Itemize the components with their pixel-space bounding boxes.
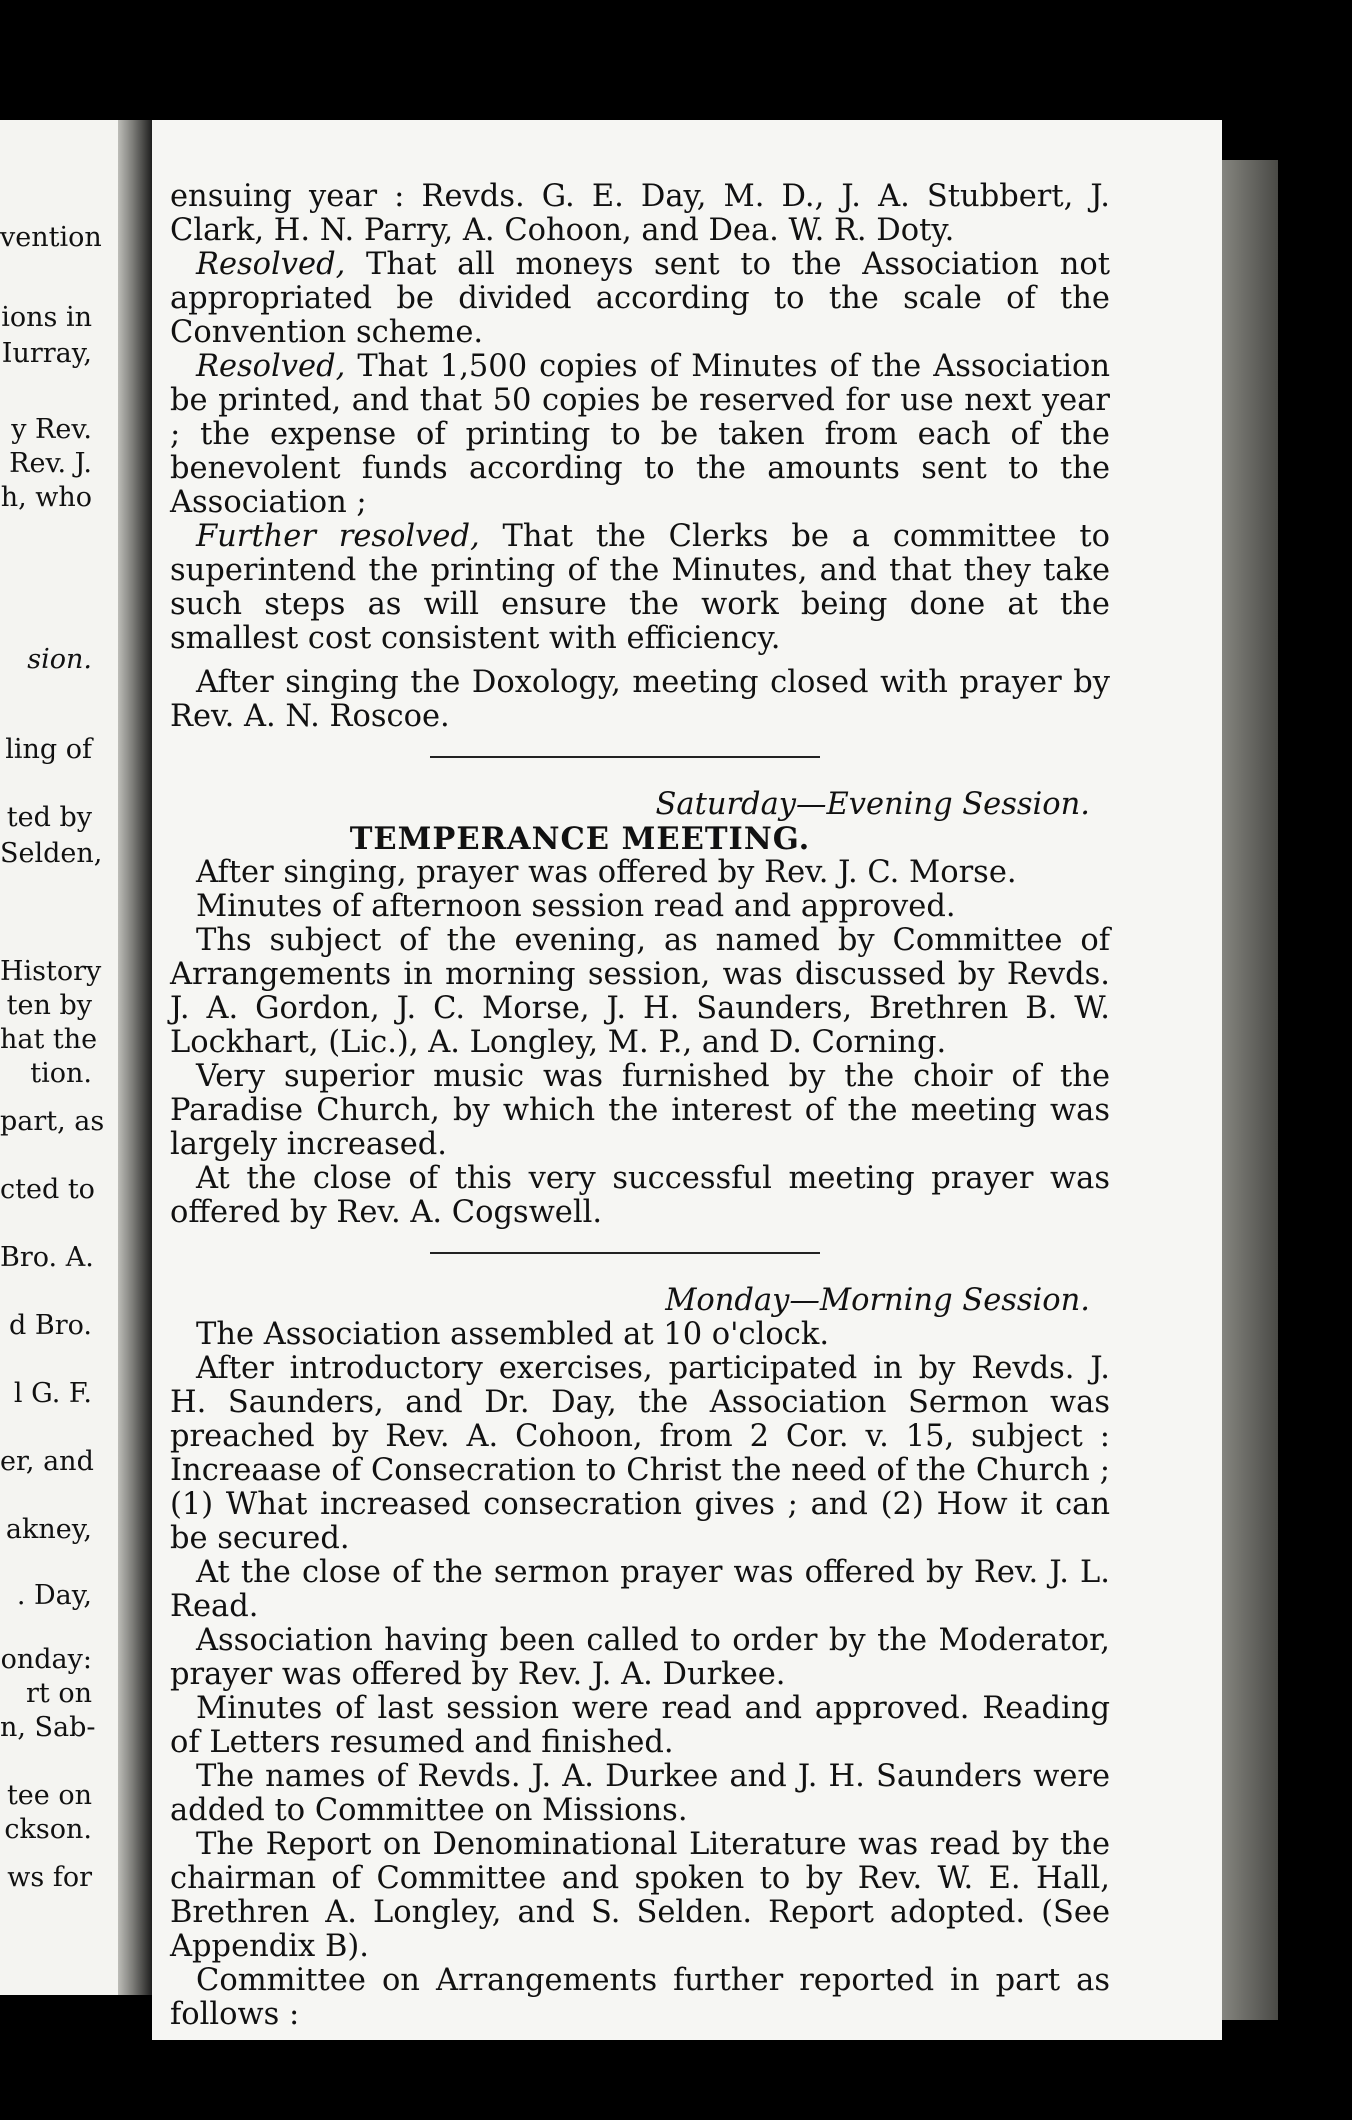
left-fragment: cted to: [0, 1174, 95, 1205]
resolution: [170, 520, 1110, 656]
paragraph: At the close of this very successful meeting prayer was offered by Rev. A. Cogswell.: [170, 1161, 1110, 1230]
left-fragment: ions in: [1, 302, 92, 333]
left-fragment: sion.: [27, 644, 92, 675]
left-fragment: tion.: [30, 1058, 92, 1089]
paragraph: The Association assembled at 10 o'clock.: [196, 1317, 830, 1352]
resolution-label: Resolved,: [196, 247, 346, 282]
left-fragment: akney,: [5, 1514, 92, 1545]
session-heading: Monday—Morning Session.: [665, 1283, 1090, 1318]
left-fragment: ten by: [6, 990, 92, 1021]
left-fragment: History: [0, 956, 102, 987]
left-fragment: er, and: [0, 1446, 94, 1477]
left-fragment: ws for: [7, 1862, 92, 1893]
resolution-label: Further resolved,: [196, 519, 480, 554]
left-fragment: ted by: [6, 802, 92, 833]
left-fragment: l G. F.: [13, 1378, 92, 1409]
left-fragment: part, as: [0, 1106, 105, 1137]
resolution-label: Resolved,: [196, 349, 346, 384]
left-fragment: Bro. A.: [0, 1242, 94, 1273]
resolution: [170, 248, 1110, 350]
paragraph: Minutes of afternoon session read and approved.: [196, 889, 956, 924]
left-fragment: onday:: [0, 1644, 92, 1675]
left-fragment: Selden,: [0, 838, 103, 869]
paragraph: Association having been called to order by the Moderator, prayer was offered by Rev. J. A. Durkee.: [170, 1623, 1110, 1692]
session-heading: Saturday—Evening Session.: [655, 787, 1090, 822]
paragraph: After singing the Doxology, meeting closed with prayer by Rev. A. N. Roscoe.: [170, 665, 1110, 734]
left-fragment: hat the: [0, 1024, 98, 1055]
paragraph: After introductory exercises, participated in by Revds. J. H. Saunders, and Dr. Day, the Association Sermon was preached by Rev. A. Cohoon, from 2 Cor. v. 15, subject : Increaase of Consecration to Christ the need of the Church ; (1) What increased consecration gives ; and (2) How it can be secured.: [170, 1351, 1110, 1556]
resolution: [170, 350, 1110, 520]
left-fragment: y Rev.: [11, 414, 92, 445]
left-fragment: ling of: [5, 734, 92, 765]
section-divider: [430, 756, 820, 758]
left-fragment: ckson.: [4, 1814, 92, 1845]
left-fragment: rt on: [26, 1678, 92, 1709]
paragraph: ensuing year : Revds. G. E. Day, M. D., J. A. Stubbert, J. Clark, H. N. Parry, A. Cohoon, and Dea. W. R. Doty.: [170, 179, 1110, 248]
book-gutter: [118, 120, 152, 1995]
paragraph: Minutes of last session were read and approved. Reading of Letters resumed and finished.: [170, 1691, 1110, 1760]
left-fragment: vention: [0, 222, 102, 253]
left-fragment: tee on: [6, 1780, 92, 1811]
left-fragment: n, Sab-: [0, 1712, 96, 1743]
resolution-text: That the Clerks be a committee to superintend the printing of the Minutes, and that they take such steps as will ensure the work being done at the smallest cost consistent with efficiency.: [170, 519, 1110, 656]
paragraph: Ths subject of the evening, as named by Committee of Arrangements in morning session, was discussed by Revds. J. A. Gordon, J. C. Morse, J. H. Saunders, Brethren B. W. Lockhart, (Lic.), A. Longley, M. P., and D. Corning.: [170, 923, 1110, 1060]
left-fragment: Rev. J.: [9, 448, 92, 479]
paragraph: Very superior music was furnished by the choir of the Paradise Church, by which the interest of the meeting was largely increased.: [170, 1059, 1110, 1162]
left-fragment: . Day,: [16, 1580, 92, 1611]
resolution-text: That 1,500 copies of Minutes of the Association be printed, and that 50 copies be reserved for use next year ; the expense of printing to be taken from each of the benevolent funds according to the amounts sent to the Association ;: [170, 349, 1110, 520]
paragraph: The names of Revds. J. A. Durkee and J. H. Saunders were added to Committee on Missions.: [170, 1759, 1110, 1828]
paragraph: Committee on Arrangements further reported in part as follows :: [170, 1963, 1110, 2032]
paragraph: At the close of the sermon prayer was offered by Rev. J. L. Read.: [170, 1555, 1110, 1624]
left-fragment: h, who: [0, 482, 92, 513]
section-divider: [430, 1252, 820, 1254]
resolution-text: That all moneys sent to the Association not appropriated be divided according to the scale of the Convention scheme.: [170, 247, 1110, 350]
left-fragment: Iurray,: [1, 338, 92, 369]
paragraph: The Report on Denominational Literature was read by the chairman of Committee and spoken to by Rev. W. E. Hall, Brethren A. Longley, and S. Selden. Report adopted. (See Appendix B).: [170, 1827, 1110, 1964]
book-page: [152, 120, 1222, 2040]
paragraph: After singing, prayer was offered by Rev. J. C. Morse.: [196, 855, 1017, 890]
meeting-title: TEMPERANCE MEETING.: [349, 821, 811, 857]
left-fragment: d Bro.: [9, 1310, 92, 1341]
page-text: [170, 180, 1110, 2032]
